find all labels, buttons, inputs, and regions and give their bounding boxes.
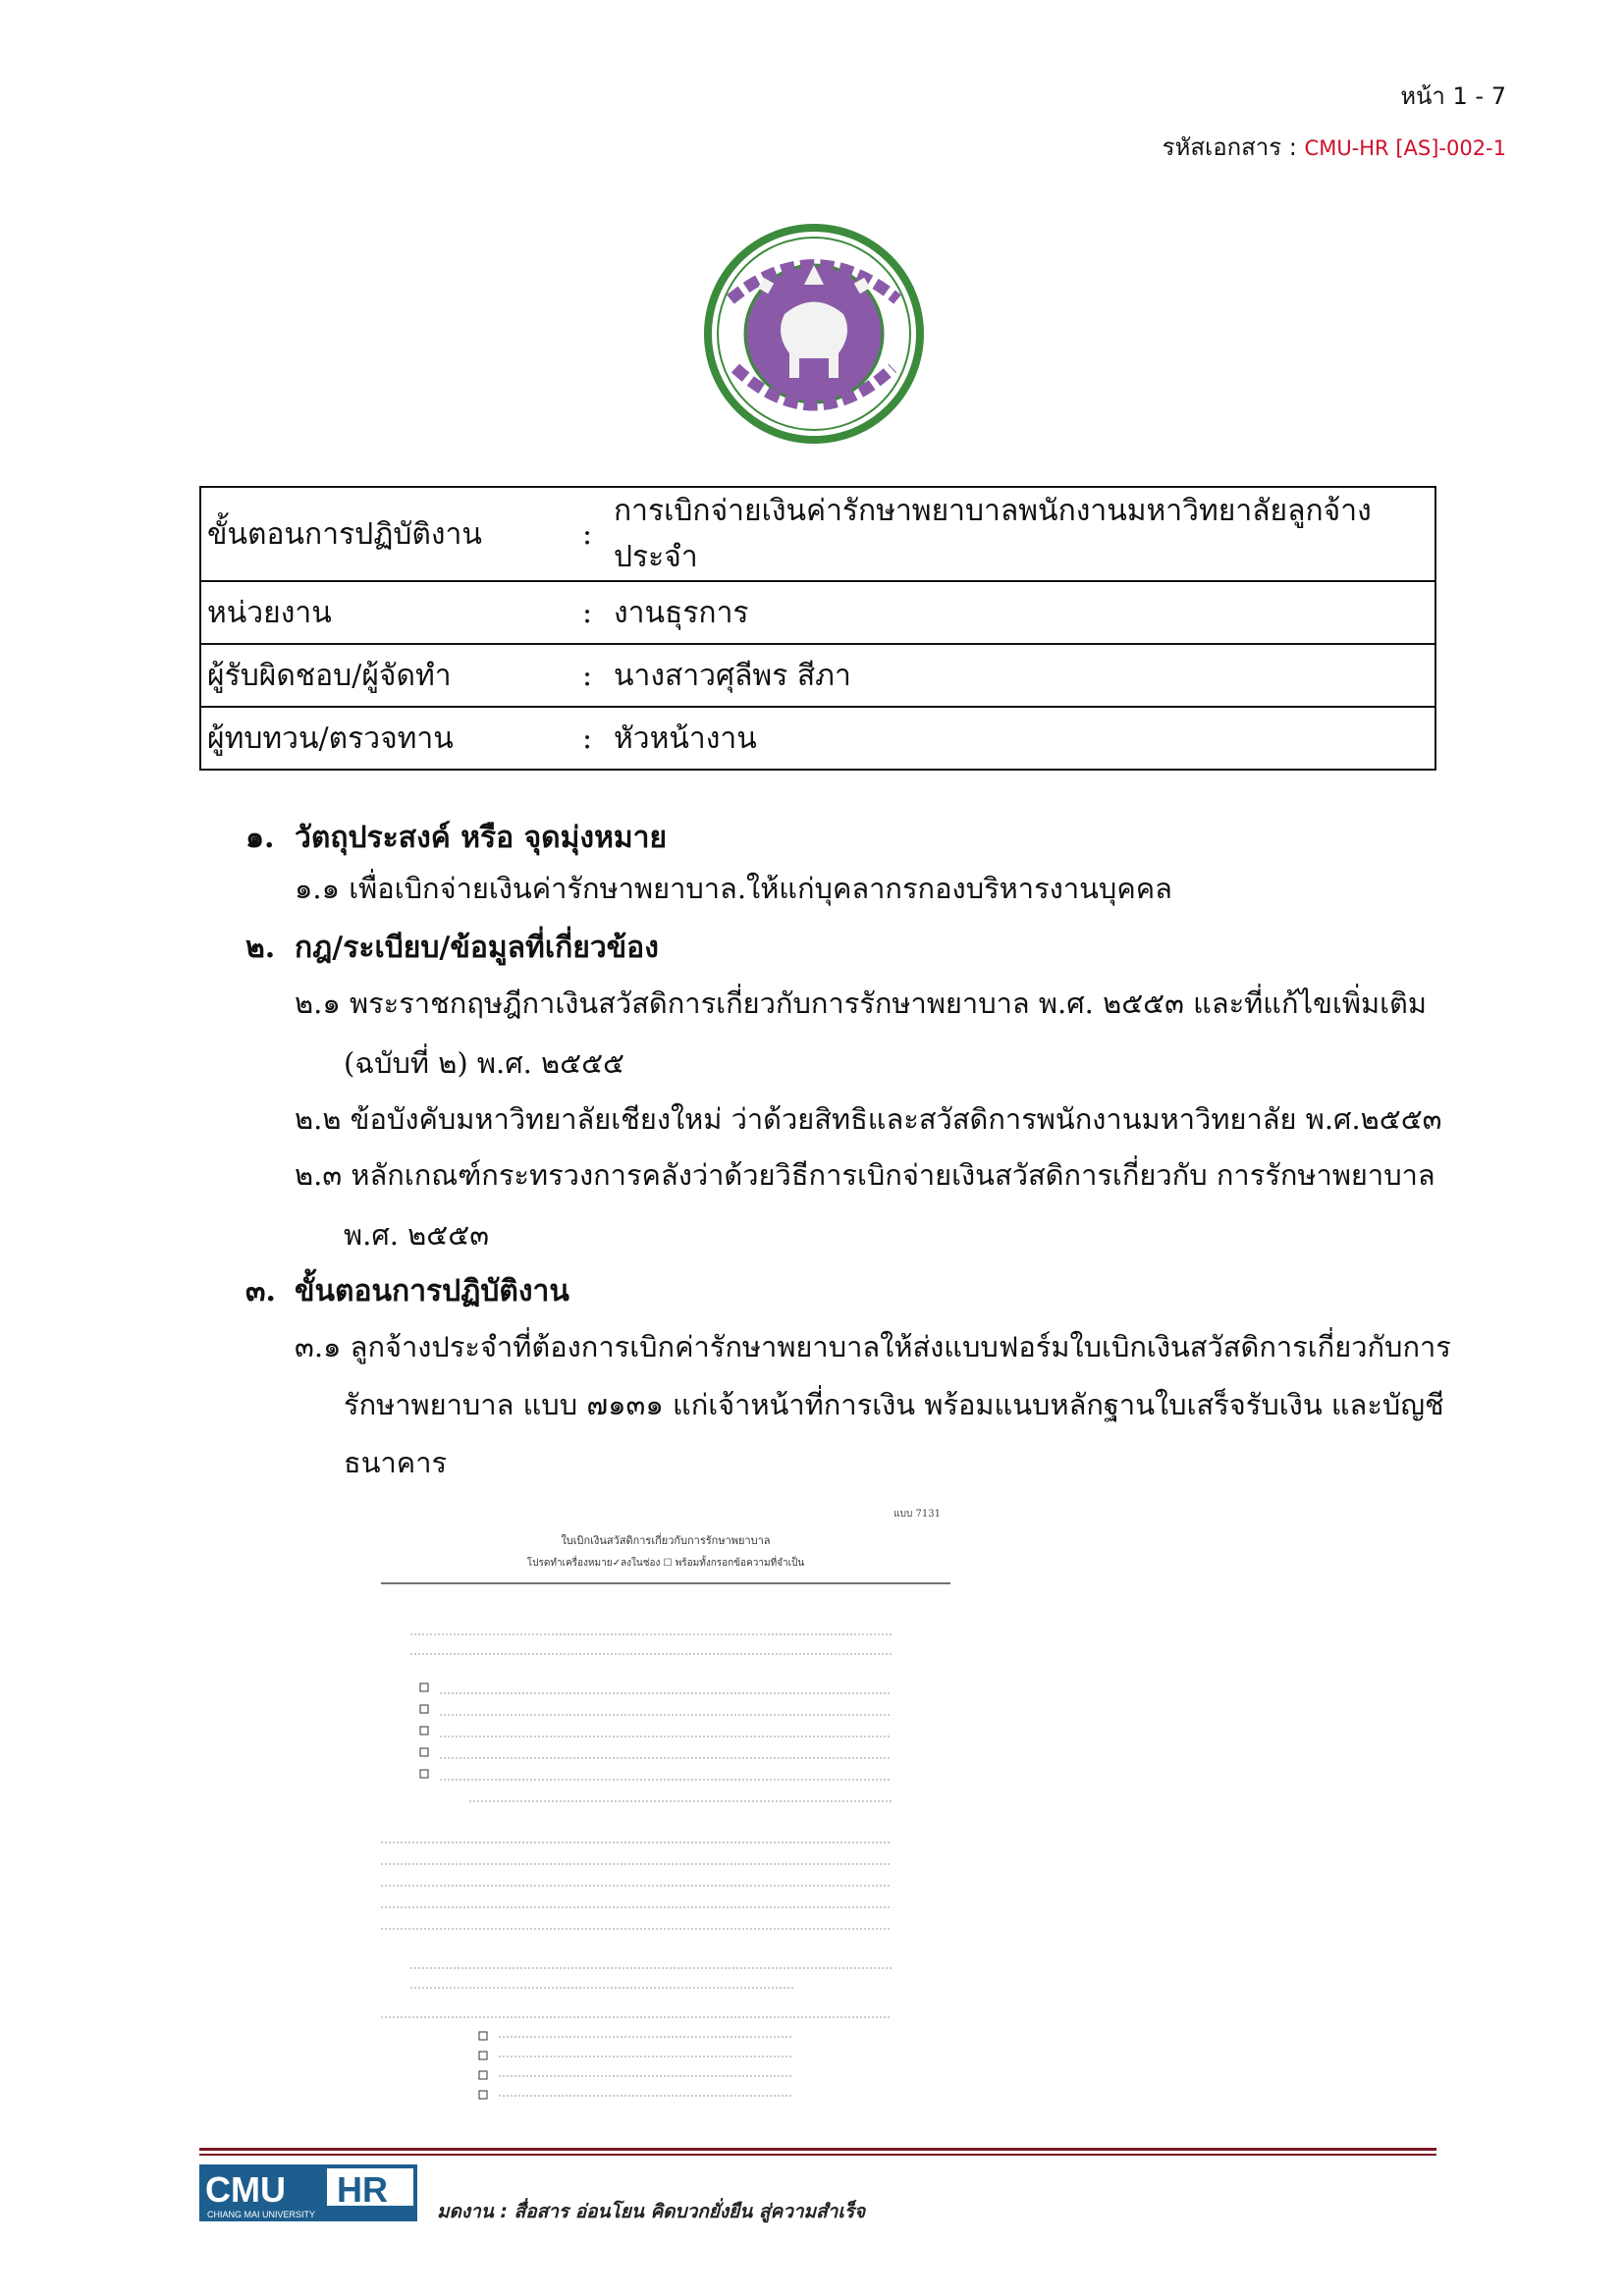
info-value: งานธุรการ bbox=[608, 581, 1435, 644]
section-3-heading bbox=[245, 1268, 569, 1314]
info-separator: : bbox=[567, 487, 608, 581]
page-number-value: 1 - 7 bbox=[1452, 82, 1506, 110]
table-row bbox=[200, 644, 1435, 707]
form-title: ใบเบิกเงินสวัสดิการเกี่ยวกับการรักษาพยาบาล bbox=[561, 1534, 771, 1547]
paragraph-3-1: ๓.๑ ลูกจ้างประจำที่ต้องการเบิกค่ารักษาพยาบาลให้ส่งแบบฟอร์มใบเบิกเงินสวัสดิการเกี่ยวกับการ bbox=[295, 1330, 1451, 1363]
info-value: การเบิกจ่ายเงินค่ารักษาพยาบาลพนักงานมหาวิทยาลัยลูกจ้างประจำ bbox=[608, 487, 1435, 581]
info-label: หน่วยงาน bbox=[200, 581, 567, 644]
paragraph-2-1: ๒.๑ พระราชกฤษฎีกาเงินสวัสดิการเกี่ยวกับการรักษาพยาบาล พ.ศ. ๒๕๕๓ และที่แก้ไขเพิ่มเติม bbox=[295, 987, 1427, 1020]
section-number: ๑. bbox=[245, 821, 275, 855]
table-row bbox=[200, 487, 1435, 581]
section-number: ๒. bbox=[245, 931, 276, 965]
section-title: กฎ/ระเบียบ/ข้อมูลที่เกี่ยวข้อง bbox=[295, 931, 659, 965]
doc-code-label: รหัสเอกสาร : bbox=[1162, 133, 1297, 161]
page-label: หน้า bbox=[1400, 82, 1445, 110]
paragraph-2-3-cont: พ.ศ. ๒๕๕๓ bbox=[344, 1218, 490, 1252]
form-subtitle: โปรดทำเครื่องหมาย✓ลงในช่อง ☐ พร้อมทั้งกรอกข้อความที่จำเป็น bbox=[526, 1558, 805, 1569]
procedure-info-table bbox=[199, 486, 1436, 771]
paragraph-2-3: ๒.๓ หลักเกณฑ์กระทรวงการคลังว่าด้วยวิธีการเบิกจ่ายเงินสวัสดิการเกี่ยวกับ การรักษาพยาบาล bbox=[295, 1158, 1435, 1192]
paragraph-3-1-cont: รักษาพยาบาล แบบ ๗๑๓๑ แก่เจ้าหน้าที่การเงิน พร้อมแนบหลักฐานใบเสร็จรับเงิน และบัญชี bbox=[344, 1388, 1444, 1421]
info-value: หัวหน้างาน bbox=[608, 707, 1435, 770]
info-value: นางสาวศุลีพร สีภา bbox=[608, 644, 1435, 707]
doc-code-value: CMU-HR [AS]-002-1 bbox=[1304, 136, 1506, 160]
section-2-heading bbox=[245, 925, 659, 971]
form-code: แบบ 7131 bbox=[893, 1509, 941, 1520]
paragraph-2-2: ๒.๒ ข้อบังคับมหาวิทยาลัยเชียงใหม่ ว่าด้วยสิทธิและสวัสดิการพนักงานมหาวิทยาลัย พ.ศ.๒๕๕๓ bbox=[295, 1102, 1442, 1136]
cmu-hr-logo bbox=[199, 2164, 417, 2221]
info-label: ผู้รับผิดชอบ/ผู้จัดทำ bbox=[200, 644, 567, 707]
document-code bbox=[1163, 128, 1506, 166]
paragraph-3-1-cont2: ธนาคาร bbox=[344, 1446, 448, 1479]
info-separator: : bbox=[567, 581, 608, 644]
paragraph-2-1-cont: (ฉบับที่ ๒) พ.ศ. ๒๕๕๕ bbox=[344, 1046, 625, 1080]
table-row bbox=[200, 707, 1435, 770]
info-separator: : bbox=[567, 707, 608, 770]
footer-rule bbox=[199, 2154, 1436, 2156]
section-number: ๓. bbox=[245, 1274, 276, 1308]
form-lines bbox=[381, 1497, 950, 2120]
page-number bbox=[1400, 77, 1506, 115]
svg-text:CHIANG MAI UNIVERSITY: CHIANG MAI UNIVERSITY bbox=[207, 2210, 316, 2219]
section-title: วัตถุประสงค์ หรือ จุดมุ่งหมาย bbox=[295, 821, 668, 855]
university-seal-logo bbox=[701, 221, 927, 447]
form-7131-image bbox=[381, 1497, 950, 2120]
info-label: ขั้นตอนการปฏิบัติงาน bbox=[200, 487, 567, 581]
section-1-heading bbox=[245, 815, 667, 861]
svg-text:HR: HR bbox=[337, 2169, 388, 2210]
footer-motto: มดงาน : สื่อสาร อ่อนโยน คิดบวกยั่งยืน สู่ความสำเร็จ bbox=[437, 2201, 866, 2222]
section-title: ขั้นตอนการปฏิบัติงาน bbox=[295, 1274, 569, 1308]
table-row bbox=[200, 581, 1435, 644]
info-label: ผู้ทบทวน/ตรวจทาน bbox=[200, 707, 567, 770]
paragraph-1-1: ๑.๑ เพื่อเบิกจ่ายเงินค่ารักษาพยาบาล.ให้แก่บุคลากรกองบริหารงานบุคคล bbox=[295, 872, 1172, 905]
info-separator: : bbox=[567, 644, 608, 707]
svg-text:CMU: CMU bbox=[205, 2169, 286, 2210]
footer-rule bbox=[199, 2148, 1436, 2151]
